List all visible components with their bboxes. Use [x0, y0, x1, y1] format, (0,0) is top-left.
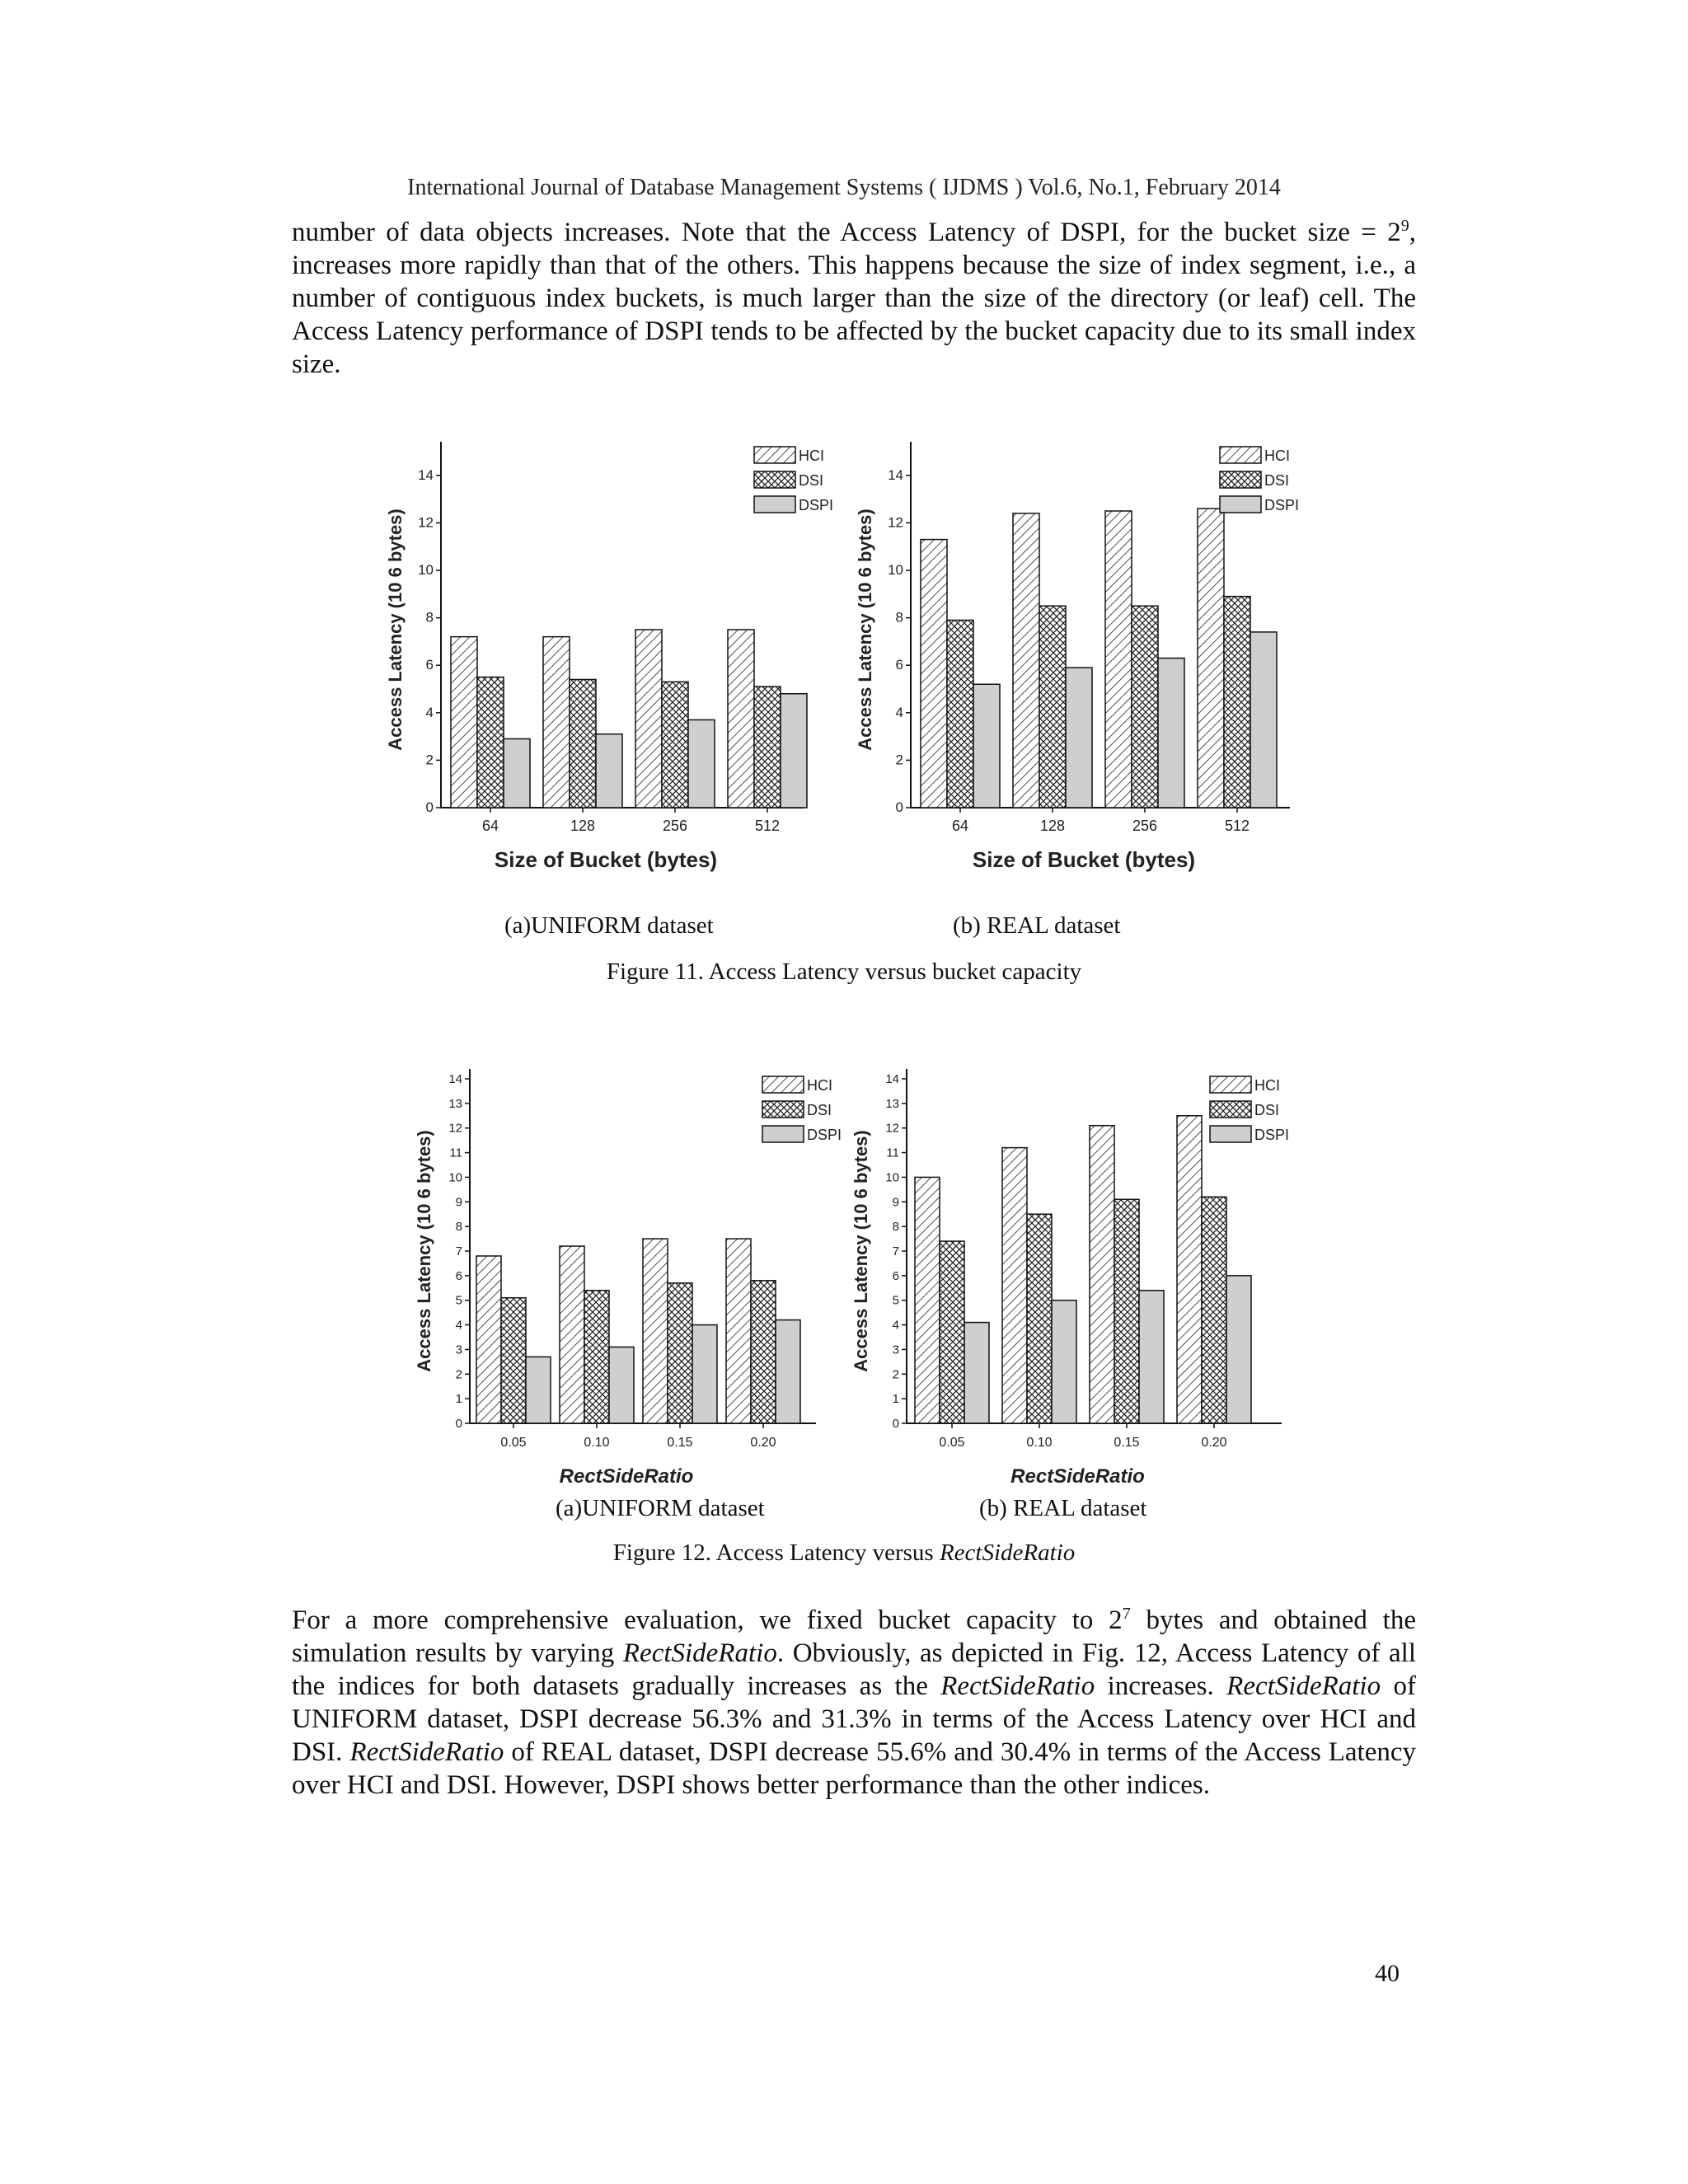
y-tick-label: 12 [448, 1121, 462, 1136]
paragraph-2: For a more comprehensive evaluation, we fixed bucket capacity to $2^7$ bytes and obtained the simulation results by varying RectSideRatio. Obviously, as depicted in Fig. 12, Access Latency of all the indices for both datasets gradually increases as the RectSideRatio increases. RectSideRatio of UNIFORM dataset, DSPI decrease 56.3% and 31.3% in terms of the Access Latency over HCI and DSI. RectSideRatio of REAL dataset, DSPI decrease 55.6% and 30.4% in terms of the Access Latency over HCI and DSI. However, DSPI shows better performance than the other indices. [292, 1605, 1417, 1800]
y-tick-label: 8 [892, 1220, 899, 1235]
y-tick-label: 10 [448, 1170, 462, 1185]
y-tick-label: 4 [455, 1318, 462, 1333]
x-axis-label: Size of Bucket (bytes) [494, 847, 718, 872]
y-tick-label: 4 [425, 704, 434, 720]
bar-dsi [947, 620, 973, 808]
y-tick-label: 10 [888, 562, 903, 578]
legend-swatch-hci [754, 447, 795, 463]
bar-dsi [1132, 606, 1158, 808]
x-tick-label: 512 [754, 818, 781, 834]
y-tick-label: 2 [425, 752, 434, 768]
bar-dspi [609, 1347, 634, 1423]
y-tick-label: 12 [888, 514, 903, 531]
legend-label-dspi: DSPI [1254, 1127, 1290, 1143]
y-axis-label: Access Latency (10 6 bytes) [414, 1130, 434, 1372]
y-tick-label: 10 [885, 1170, 899, 1185]
bar-dspi [1139, 1291, 1164, 1423]
y-tick-label: 5 [892, 1293, 899, 1308]
figure12-caption-b: (b) REAL dataset [979, 1495, 1147, 1521]
y-tick-label: 14 [448, 1072, 462, 1086]
bar-hci [635, 630, 662, 808]
y-tick-label: 7 [455, 1244, 462, 1258]
figure12-real-chart [851, 1055, 1335, 1492]
y-tick-label: 0 [455, 1417, 462, 1431]
y-tick-label: 6 [895, 657, 903, 673]
y-tick-label: 12 [418, 514, 434, 531]
bar-dspi [1052, 1301, 1076, 1423]
bar-dspi [964, 1323, 989, 1423]
legend-swatch-dspi [1220, 496, 1261, 513]
x-tick-label: 0.15 [1114, 1436, 1140, 1450]
legend-swatch-dspi [754, 496, 795, 513]
y-tick-label: 9 [455, 1195, 462, 1210]
bar-dspi [688, 719, 715, 808]
bar-dspi [504, 738, 530, 808]
bar-hci [726, 1239, 751, 1423]
x-axis-label: RectSideRatio [1010, 1465, 1145, 1488]
bar-dspi [1158, 658, 1184, 808]
figure11-uniform-chart [379, 429, 841, 890]
y-tick-label: 8 [455, 1220, 462, 1235]
bar-hci [643, 1239, 668, 1423]
bar-dsi [751, 1281, 776, 1423]
x-tick-label: 256 [1132, 818, 1158, 834]
x-tick-label: 64 [951, 818, 969, 834]
x-tick-label: 0.05 [500, 1436, 527, 1450]
y-tick-label: 11 [449, 1146, 462, 1160]
bar-dsi [477, 677, 504, 808]
y-tick-label: 14 [888, 466, 903, 483]
bar-hci [543, 637, 570, 808]
x-tick-label: 0.05 [939, 1436, 965, 1450]
y-tick-label: 12 [885, 1121, 899, 1136]
bar-dsi [668, 1283, 692, 1423]
bar-dsi [1027, 1214, 1052, 1423]
bar-dspi [526, 1357, 551, 1423]
legend-swatch-hci [1220, 447, 1261, 463]
y-tick-label: 4 [892, 1318, 899, 1333]
bar-hci [560, 1246, 584, 1423]
bar-hci [1013, 513, 1039, 808]
bar-hci [451, 637, 477, 808]
legend-label-dsi: DSI [1264, 472, 1290, 489]
bar-dspi [776, 1320, 800, 1423]
y-tick-label: 1 [892, 1392, 899, 1407]
y-tick-label: 3 [455, 1343, 462, 1357]
y-tick-label: 6 [455, 1268, 462, 1283]
bar-dsi [1224, 597, 1250, 808]
legend-label-dsi: DSI [799, 472, 824, 489]
y-tick-label: 3 [892, 1343, 899, 1357]
y-tick-label: 8 [425, 609, 434, 626]
y-tick-label: 10 [418, 562, 434, 578]
legend-swatch-dsi [1210, 1101, 1251, 1118]
y-tick-label: 7 [892, 1244, 899, 1258]
legend-label-dspi: DSPI [1264, 497, 1300, 513]
bar-dsi [754, 687, 781, 808]
y-axis-label: Access Latency (10 6 bytes) [385, 509, 406, 751]
bar-dsi [940, 1241, 964, 1423]
x-tick-label: 256 [662, 818, 688, 834]
y-tick-label: 13 [448, 1096, 462, 1111]
x-tick-label: 0.15 [667, 1436, 693, 1450]
y-tick-label: 2 [895, 752, 903, 768]
bar-dspi [1250, 632, 1277, 808]
bar-dsi [662, 682, 688, 808]
bar-dspi [596, 734, 622, 808]
bar-dsi [584, 1291, 609, 1423]
bar-hci [921, 540, 947, 808]
x-axis-label: RectSideRatio [559, 1465, 694, 1488]
y-axis-label: Access Latency (10 6 bytes) [851, 1130, 871, 1372]
y-tick-label: 6 [425, 657, 434, 673]
legend-swatch-hci [762, 1076, 804, 1093]
bar-hci [728, 630, 754, 808]
x-tick-label: 128 [570, 818, 596, 834]
figure12-title: Figure 12. Access Latency versus RectSideRatio [612, 1540, 1076, 1566]
bar-hci [1105, 511, 1132, 808]
bar-dsi [1114, 1199, 1139, 1423]
page-number: 40 [1375, 1960, 1400, 1987]
y-tick-label: 0 [895, 799, 903, 815]
legend-swatch-dsi [754, 471, 795, 488]
x-tick-label: 128 [1039, 818, 1066, 834]
legend-label-dspi: DSPI [807, 1127, 842, 1143]
y-tick-label: 1 [455, 1392, 462, 1407]
x-tick-label: 64 [481, 818, 499, 834]
y-tick-label: 6 [892, 1268, 899, 1283]
y-tick-label: 9 [892, 1195, 899, 1210]
figure11-caption-b: (b) REAL dataset [953, 912, 1121, 939]
y-tick-label: 11 [886, 1146, 899, 1160]
y-tick-label: 13 [885, 1096, 899, 1111]
bar-dspi [1066, 668, 1092, 808]
x-tick-label: 0.10 [584, 1436, 610, 1450]
bar-dsi [570, 679, 596, 808]
figure12-caption-a: (a)UNIFORM dataset [556, 1495, 765, 1521]
bar-dsi [1039, 606, 1066, 808]
y-tick-label: 14 [418, 466, 434, 483]
x-tick-label: 0.10 [1026, 1436, 1053, 1450]
x-axis-label: Size of Bucket (bytes) [972, 847, 1196, 872]
y-tick-label: 2 [455, 1367, 462, 1382]
bar-dspi [1226, 1276, 1251, 1423]
legend-label-hci: HCI [799, 448, 824, 464]
y-tick-label: 14 [885, 1072, 899, 1086]
figure11-title: Figure 11. Access Latency versus bucket capacity [606, 958, 1082, 985]
bar-dspi [781, 694, 807, 808]
bar-hci [1090, 1126, 1114, 1423]
bar-hci [1198, 509, 1224, 808]
journal-header: International Journal of Database Management Systems ( IJDMS ) Vol.6, No.1, February 2014 [407, 175, 1281, 200]
x-tick-label: 0.20 [1201, 1436, 1227, 1450]
bar-dsi [1202, 1197, 1226, 1423]
legend-label-dsi: DSI [1254, 1102, 1280, 1118]
y-tick-label: 0 [892, 1417, 899, 1431]
bar-hci [1177, 1116, 1202, 1423]
figure12-uniform-chart [408, 1055, 857, 1492]
legend-label-dspi: DSPI [799, 497, 834, 513]
bar-dspi [692, 1325, 717, 1423]
bar-dspi [973, 684, 1000, 808]
bar-hci [1002, 1148, 1027, 1423]
legend-label-hci: HCI [1254, 1077, 1280, 1094]
bar-dsi [501, 1298, 526, 1423]
bar-hci [476, 1256, 501, 1423]
y-tick-label: 0 [425, 799, 434, 815]
x-tick-label: 0.20 [750, 1436, 776, 1450]
y-tick-label: 5 [455, 1293, 462, 1308]
figure11-caption-a: (a)UNIFORM dataset [504, 912, 714, 939]
y-axis-label: Access Latency (10 6 bytes) [855, 509, 875, 751]
paragraph-1: number of data objects increases. Note that the Access Latency of DSPI, for the bucket size = $2^9$, increases more rapidly than that of the others. This happens because the size of index segment, i.e., a number of contiguous index buckets, is much larger than the size of the directory (or leaf) cell. The Access Latency performance of DSPI tends to be affected by the bucket capacity due to its small index size. [292, 217, 1416, 379]
legend-swatch-dspi [762, 1126, 804, 1142]
legend-label-dsi: DSI [807, 1102, 832, 1118]
legend-label-hci: HCI [807, 1077, 832, 1094]
legend-swatch-hci [1210, 1076, 1251, 1093]
figure11-real-chart [849, 429, 1327, 890]
y-tick-label: 4 [895, 704, 903, 720]
y-tick-label: 8 [895, 609, 903, 626]
legend-label-hci: HCI [1264, 448, 1290, 464]
y-tick-label: 2 [892, 1367, 899, 1382]
legend-swatch-dsi [762, 1101, 804, 1118]
legend-swatch-dsi [1220, 471, 1261, 488]
legend-swatch-dspi [1210, 1126, 1251, 1142]
bar-hci [915, 1177, 940, 1423]
x-tick-label: 512 [1224, 818, 1250, 834]
